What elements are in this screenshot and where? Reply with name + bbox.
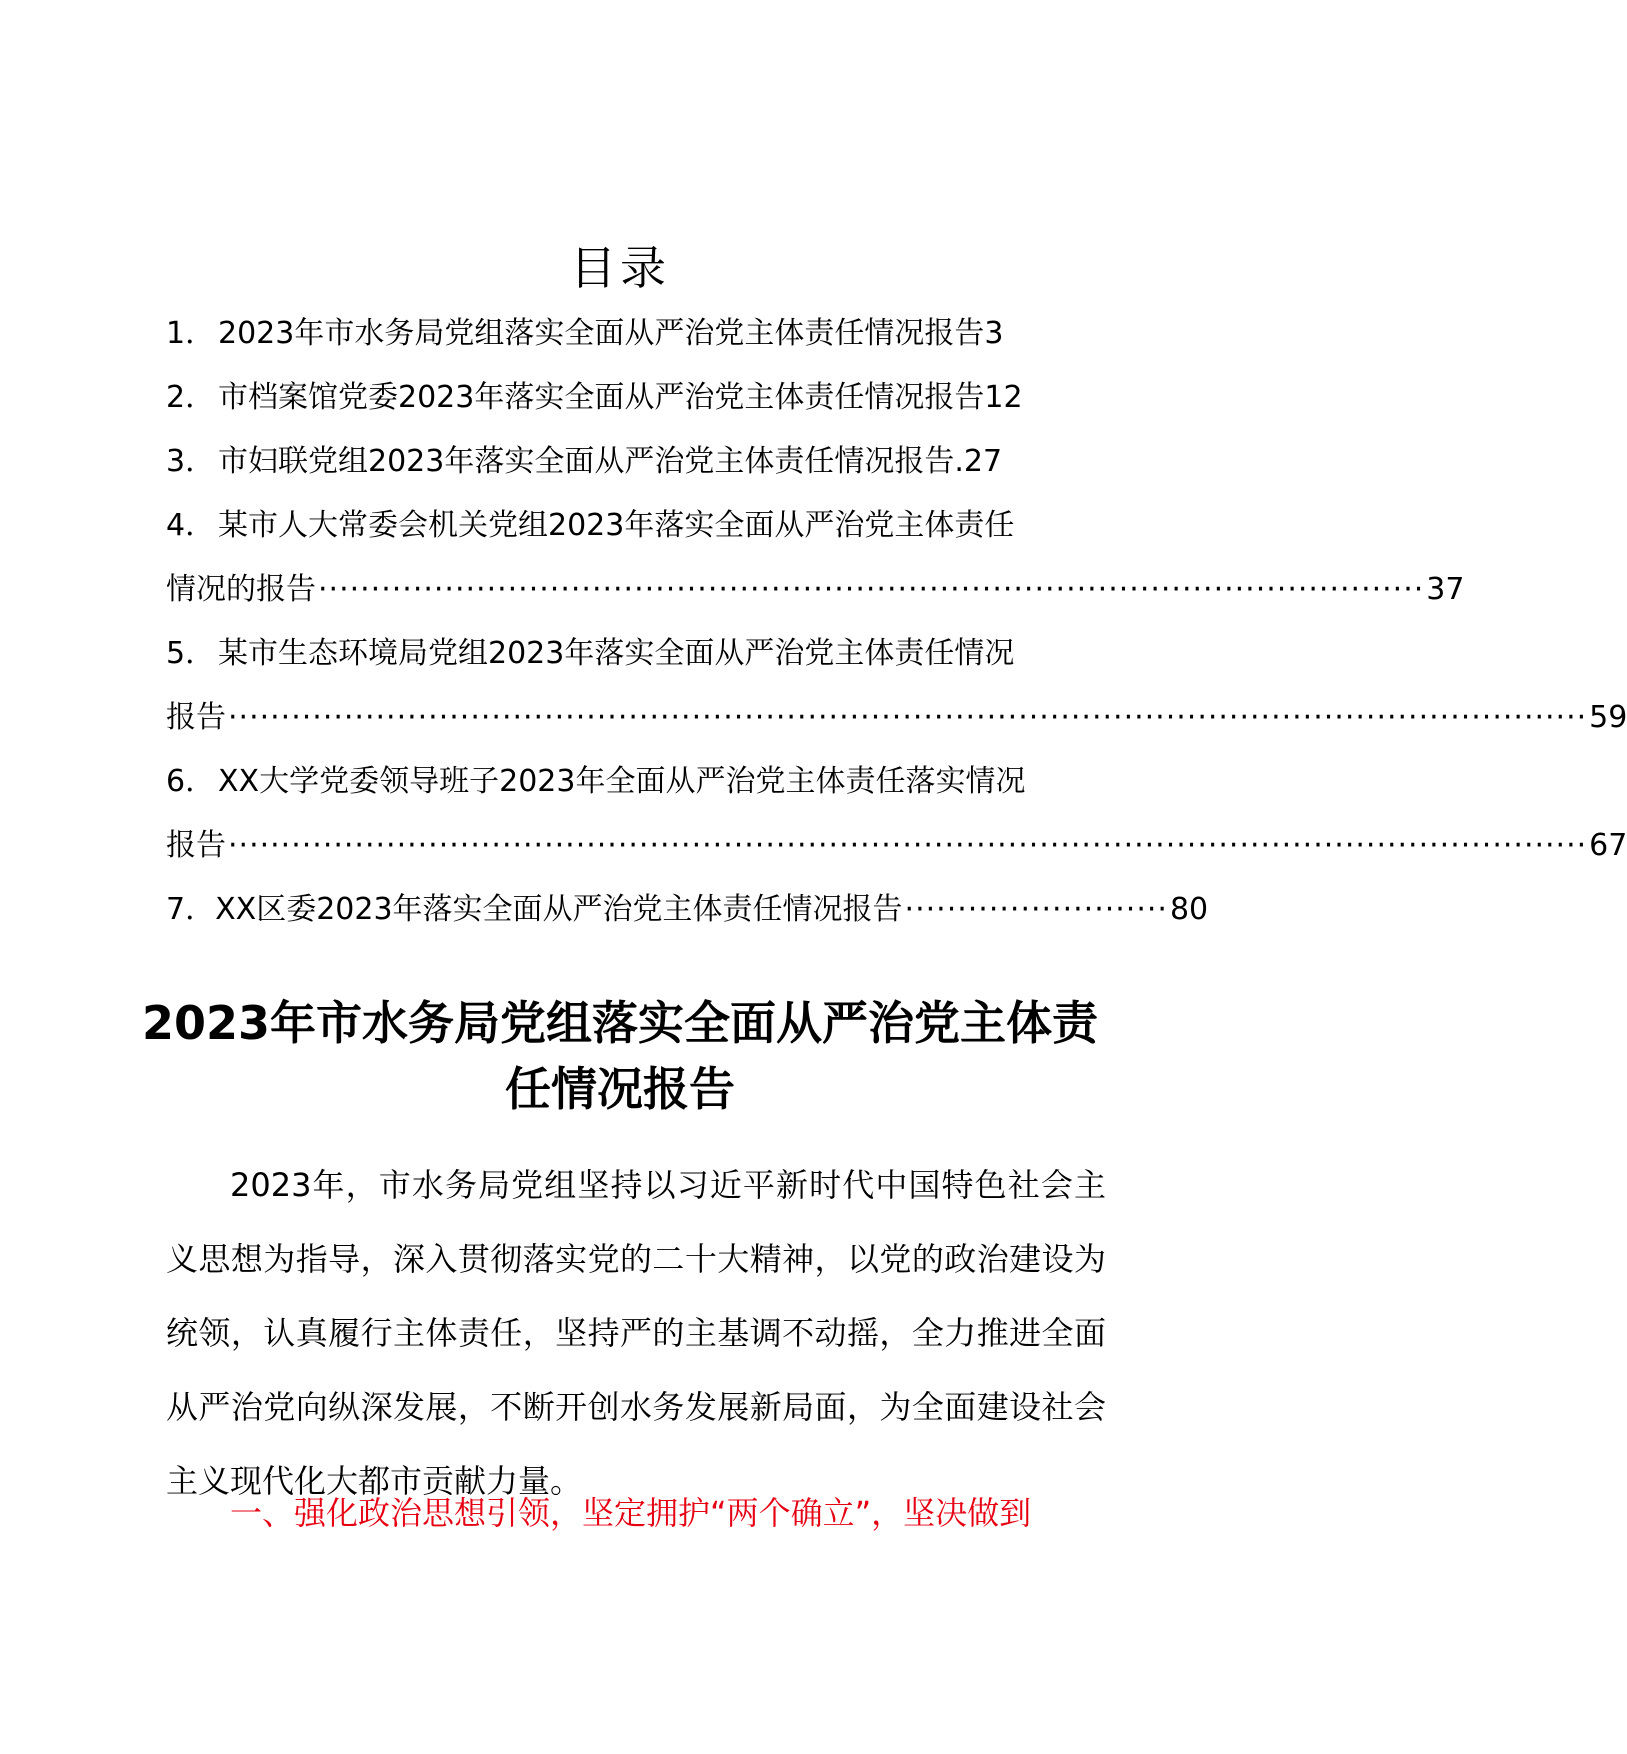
toc-entry-number: 3． (166, 444, 216, 479)
toc-entry-text: 市档案馆党委2023年落实全面从严治党主体责任情况报告 (218, 380, 985, 415)
toc-entry-6-continuation[interactable] (166, 814, 1627, 878)
toc-entry-5-continuation[interactable] (166, 686, 1627, 750)
toc-entry-text: 2023年市水务局党组落实全面从严治党主体责任情况报告 (218, 316, 985, 351)
toc-entry-number: 7． (166, 892, 216, 927)
toc-entry-text: 某市生态环境局党组2023年落实全面从严治党主体责任情况 (218, 636, 1015, 671)
toc-entry-4[interactable] (166, 494, 1084, 558)
toc-entry-text-continued: 报告 (166, 700, 226, 735)
section-heading: 一、强化政治思想引领，坚定拥护“两个确立”，坚决做到 (230, 1494, 1032, 1532)
toc-entry-text: 某市人大常委会机关党组2023年落实全面从严治党主体责任 (218, 508, 1015, 543)
toc-entry-7[interactable] (166, 878, 1209, 942)
toc-entry-page: 67 (1589, 828, 1627, 863)
toc-entry-number: 5． (166, 636, 216, 671)
toc-entry-page: 27 (963, 444, 1003, 479)
toc-entry-page: 3 (984, 316, 1004, 351)
toc-entry-text: 市妇联党组2023年落实全面从严治党主体责任情况报告. (218, 444, 964, 479)
toc-entry-2[interactable] (166, 366, 1084, 430)
toc-entry-page: 37 (1426, 572, 1465, 607)
toc-entry-5[interactable] (166, 622, 1084, 686)
toc-entry-page: 12 (984, 380, 1023, 415)
document-title: 2023年市水务局党组落实全面从严治党主体责任情况报告 (141, 996, 1099, 1116)
toc-entry-text-continued: 情况的报告 (166, 572, 316, 607)
toc-entry-4-continuation[interactable] (166, 558, 1465, 622)
body-paragraph: 2023年，市水务局党组坚持以习近平新时代中国特色社会主义思想为指导，深入贯彻落实党的二十大精神，以党的政治建设为统领，认真履行主体责任，坚持严的主基调不动摇，全力推进全面从严治党向纵深发展，不断开创水务发展新局面，为全面建设社会主义现代化大都市贡献力量。 (166, 1166, 1106, 1500)
toc-entry-3[interactable] (166, 430, 1084, 494)
toc-dot-leader: ········································································································· (318, 572, 1425, 607)
toc-dot-leader: ································································································································· (228, 700, 1588, 735)
toc-entry-number: 1． (166, 316, 216, 351)
toc-entry-number: 4． (166, 508, 216, 543)
toc-entry-page: 59 (1589, 700, 1627, 735)
toc-entry-page: 80 (1169, 892, 1209, 927)
toc-entry-6[interactable] (166, 750, 1084, 814)
toc-entry-1[interactable] (166, 302, 1084, 366)
toc-entry-number: 2． (166, 380, 216, 415)
toc-entry-text: XX区委2023年落实全面从严治党主体责任情况报告 (215, 892, 903, 927)
toc-dot-leader: ························· (904, 892, 1168, 927)
toc-dot-leader: ································································································································· (228, 828, 1588, 863)
toc-entry-text: XX大学党委领导班子2023年全面从严治党主体责任落实情况 (218, 764, 1026, 799)
toc-title: 目录 (570, 241, 670, 295)
toc-entry-text-continued: 报告 (166, 828, 226, 863)
table-of-contents (166, 302, 1627, 942)
toc-entry-number: 6． (166, 764, 216, 799)
